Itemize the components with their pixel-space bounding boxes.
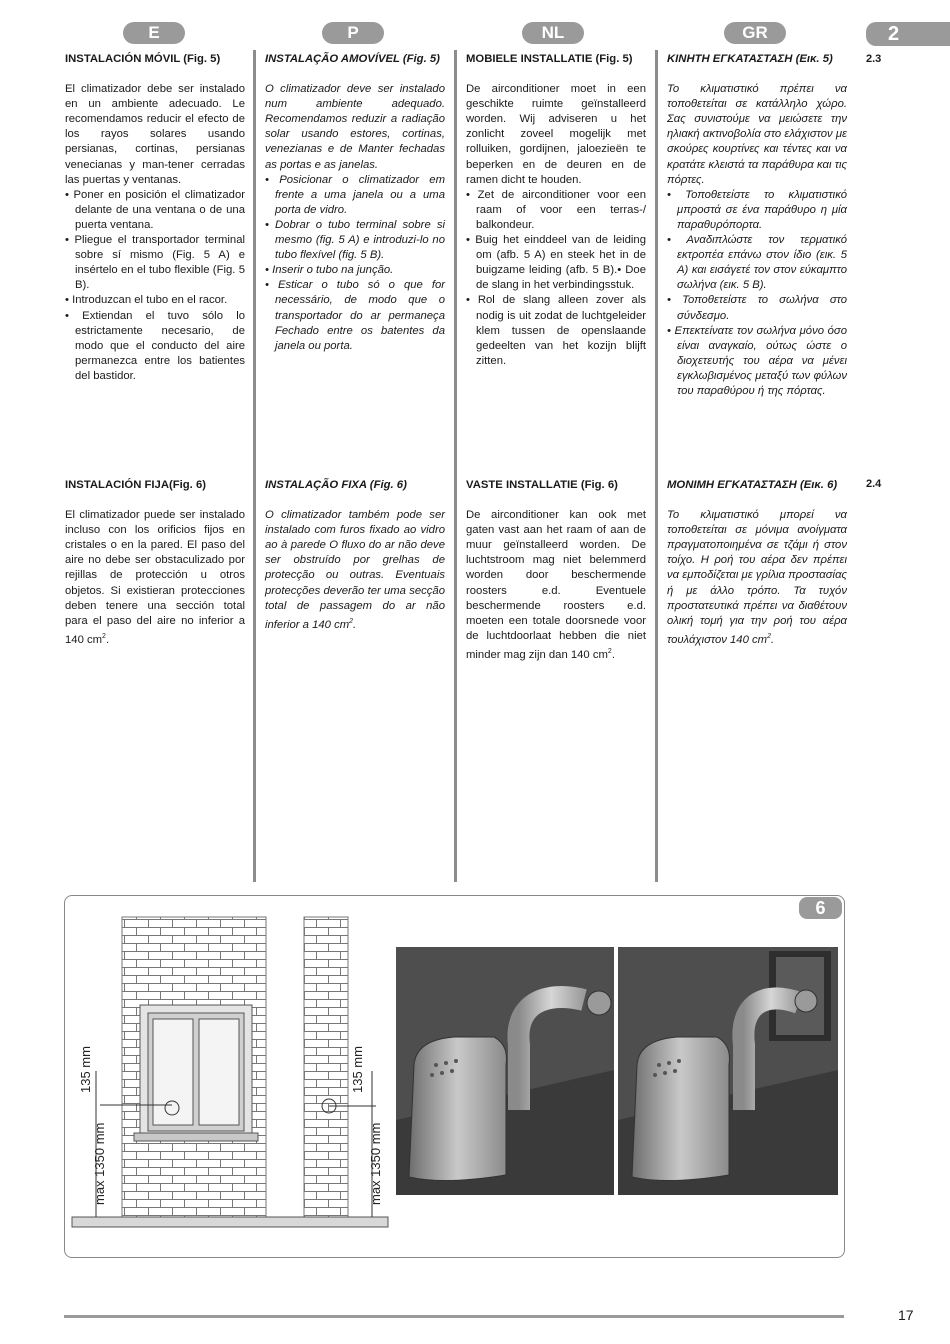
- paragraph: [466, 508, 646, 663]
- list-item: • Inserir o tubo na junção.: [265, 264, 394, 277]
- brick-wall-window: [122, 917, 266, 1217]
- paragraph: El climatizador debe ser instalado en un ambiente adecuado. Le recomendamos reducir el efecto de los rayos solares usando persianas, cortinas, persianas venecianas y man-tener cerradas las puertas y ventanas.: [65, 83, 245, 186]
- paragraph-text: Το κλιματιστικό μπορεί να τοποθετείται σε μόνιμα ανοίγματα πραγματοποιημένα σε τζάμι ή στον τοίχο. Η ροή του αέρα δεν πρέπει να εμποδίζεται με γρίλια προστασίας ή με άλλο τρόπο. Τα τυχόν προστατευτικά πρέπει να διαθέτουν ολική τομή για την ροή του αέρα τουλάχιστον 140 cm: [667, 509, 847, 646]
- ac-unit-wall-photo: [396, 947, 614, 1195]
- list-item: • Τοποθετείστε το κλιματιστικό μπροστά σε ένα παράθυρο η μία παραθυρόπορτα.: [667, 188, 847, 231]
- tab-nl: NL: [522, 22, 584, 44]
- footer-rule: [64, 1315, 844, 1318]
- dimension-label: max 1350 mm: [368, 1122, 383, 1205]
- column-es-mobile: [65, 52, 245, 384]
- list-item: • Introduzcan el tubo en el racor.: [65, 294, 228, 307]
- paragraph: De airconditioner moet in een geschikte ruimte geïnstalleerd worden. Wij adviseren u het zonlicht zoveel mogelijk met rolluiken, gordijnen, jaloezieën te beperken en de deuren en de ramen dicht te houden.: [466, 83, 646, 186]
- column-divider: [253, 50, 256, 882]
- list-item: • Esticar o tubo só o que for necessário, de modo que o transportador do ar permaneça Fechado entre os batentes da janela ou porta.: [265, 279, 445, 352]
- superscript: 2: [349, 617, 354, 625]
- section-number: 2.3: [866, 53, 882, 65]
- paragraph: [265, 508, 445, 633]
- paragraph-end: .: [770, 633, 775, 646]
- brick-wall: [304, 917, 348, 1217]
- section-heading: INSTALACIÓN FIJA(Fig. 6): [65, 479, 206, 491]
- list-item: • Extiendan el tuvo sólo lo estrictamente necesario, de modo que el conducto del aire permanezca entre los batientes del bastidor.: [65, 309, 245, 382]
- dimension-label: 135 mm: [350, 1046, 365, 1093]
- paragraph-text: O climatizador também pode ser instalado com furos fixado ao vidro ao à parede O fluxo do ar não deve ser obstruído por grelhas de protecção ou outras. Eventuais protecções deverão ter uma secção total de passagem do ar não inferior a 140 cm: [265, 509, 445, 631]
- paragraph-end: .: [611, 648, 615, 661]
- paragraph: [667, 508, 847, 648]
- dimension-label: max 1350 mm: [92, 1122, 107, 1205]
- tab-gr: GR: [724, 22, 786, 44]
- list-item: • Rol de slang alleen zover als nodig is uit zodat de luchtgeleider klem tussen de openslaande gedeelten van het kozijn blijft zitten.: [466, 294, 646, 367]
- column-nl-fixed: [466, 478, 646, 663]
- paragraph-end: .: [353, 618, 357, 631]
- page-number: 17: [898, 1307, 914, 1323]
- column-gr-mobile: [667, 52, 847, 399]
- paragraph-text: De airconditioner kan ook met gaten vast aan het raam of aan de muur geïnstalleerd worden. De luchtstroom mag niet belemmerd worden door beschermende roosters e.d. Eventuele beschermende roosters e.d. moeten een totale doorsnede voor de luchtdoorlaat hebben die niet minder mag zijn dan 140 cm: [466, 509, 646, 661]
- floor: [72, 1217, 388, 1227]
- column-es-fixed: [65, 478, 245, 648]
- list-item: • Dobrar o tubo terminal sobre si mesmo (fig. 5 A) e introduzi-lo no tubo flexível (fig. 5 B).: [265, 218, 445, 262]
- paragraph-end: .: [105, 633, 110, 646]
- section-heading: ΚΙΝΗΤΗ ΕΓΚΑΤΑΣΤΑΣΗ (Εικ. 5): [667, 53, 833, 65]
- list-item: • Buig het einddeel van de leiding om (afb. 5 A) en steek het in de buigzame leiding (afb. 5 B).• Doe de slang in het verbindingsstuk.: [466, 234, 646, 292]
- section-heading: ΜΟΝΙΜΗ ΕΓΚΑΤΑΣΤΑΣΗ (Εικ. 6): [667, 479, 838, 491]
- list-item: • Zet de airconditioner voor een raam of voor een terras-/ balkondeur.: [466, 188, 646, 231]
- list-item: • Τοποθετείστε το σωλήνα στο σύνδεσμο.: [667, 294, 847, 322]
- superscript: 2: [767, 632, 771, 640]
- column-pt-mobile: [265, 52, 445, 354]
- paragraph: O climatizador deve ser instalado num ambiente adequado. Recomendamos reduzir a radiação solar usando estores, cortinas, venezianas e de Manter fechadas as portas e as janelas.: [265, 83, 445, 171]
- figure-tag: 6: [799, 897, 842, 919]
- column-nl-mobile: [466, 52, 646, 369]
- figure-6-illustration: [64, 895, 844, 1256]
- superscript: 2: [102, 632, 106, 640]
- ac-unit-window-photo: [618, 947, 838, 1195]
- column-gr-fixed: [667, 478, 847, 648]
- dimension-label: 135 mm: [78, 1046, 93, 1093]
- paragraph-text: El climatizador puede ser instalado incluso con los orificios fijos en cristales o en la pared. El paso del aire no debe ser obstaculizado por rejillas de protección u otros objetos. Si existieran protecciones deben tenere una sección total para el paso del aire no inferior a 140 cm: [65, 509, 245, 646]
- column-pt-fixed: [265, 478, 445, 633]
- superscript: 2: [607, 647, 612, 655]
- section-number: 2.4: [866, 478, 882, 490]
- paragraph: [65, 508, 245, 648]
- list-item: • Poner en posición el climatizador delante de una ventana o de una puerta ventana.: [65, 188, 245, 231]
- list-item: • Αναδιπλώστε τον τερματικό εκτροπέα επάνω στον ίδιο (εικ. 5 A) και εισάγετέ τον στον εύκαμπτο σωλήνα (εικ. 5 B).: [667, 234, 847, 292]
- section-heading: INSTALAÇÃO FIXA (Fig. 6): [265, 479, 407, 491]
- section-heading: INSTALACIÓN MÓVIL (Fig. 5): [65, 53, 221, 65]
- chapter-tab: 2: [866, 22, 950, 46]
- paragraph: Το κλιματιστικό πρέπει να τοποθετείται σε κατάλληλο χώρο. Σας συνιστούμε να μειώσετε την ηλιακή ακτινοβολία στο ελάχιστον με σκούρες κουρτίνες και τέντες και να κρατάτε κλειστά τα παράθυρα και τις πόρτες.: [667, 83, 847, 186]
- section-heading: VASTE INSTALLATIE (Fig. 6): [466, 479, 618, 491]
- section-heading: INSTALAÇÃO AMOVÍVEL (Fig. 5): [265, 53, 440, 65]
- tab-e: E: [123, 22, 185, 44]
- list-item: • Επεκτείνατε τον σωλήνα μόνο όσο είναι αναγκαίο, ούτως ώστε ο διοχετευτής του αέρα να μένει εγκλωβισμένος μεταξύ των φύλων του παραθύρου ή της πόρτας.: [667, 324, 847, 397]
- list-item: • Pliegue el transportador terminal sobre sí mismo (Fig. 5 A) e insértelo en el tubo flexible (Fig. 5 B).: [65, 234, 245, 292]
- column-divider: [655, 50, 658, 882]
- list-item: • Posicionar o climatizador em frente a uma janela ou a uma porta de vidro.: [265, 173, 445, 216]
- column-divider: [454, 50, 457, 882]
- tab-p: P: [322, 22, 384, 44]
- section-heading: MOBIELE INSTALLATIE (Fig. 5): [466, 53, 633, 65]
